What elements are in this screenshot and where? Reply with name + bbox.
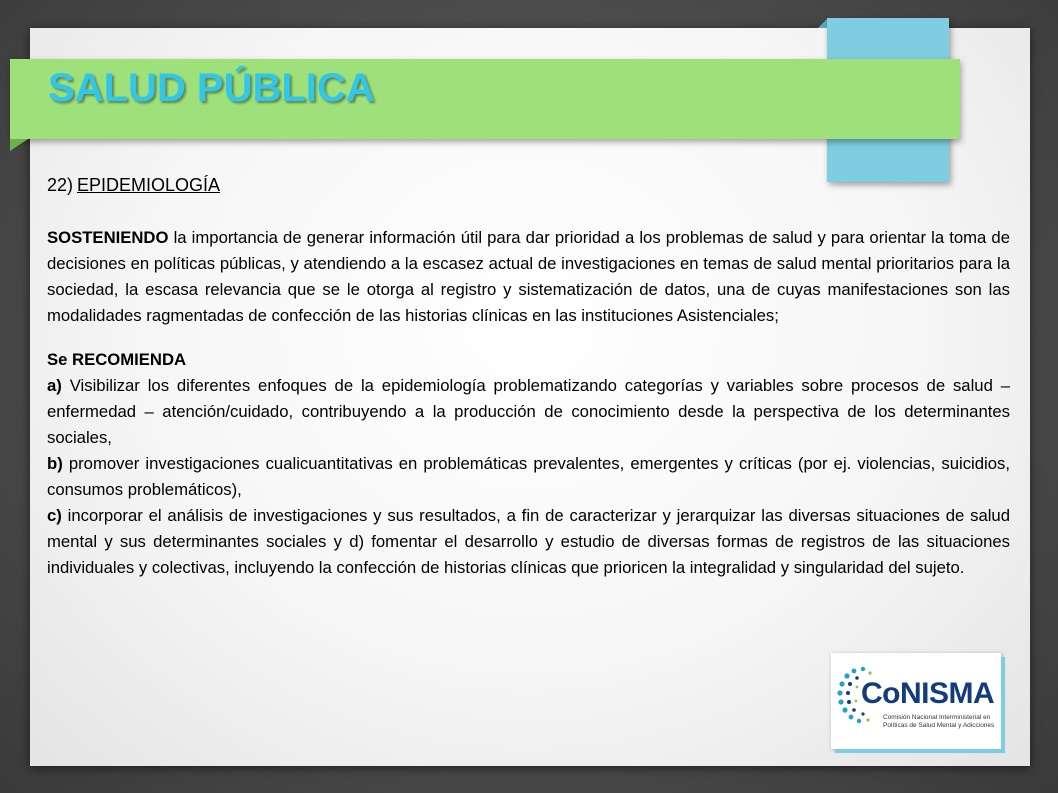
conisma-logo: [831, 653, 1001, 749]
recomendacion-label: c): [47, 506, 62, 525]
considerando-lead: SOSTENIENDO: [47, 228, 169, 247]
slide-content: [47, 172, 1010, 581]
recomendacion-label: b): [47, 454, 63, 473]
considerando-paragraph: [47, 225, 1010, 329]
recomendacion-item: [47, 373, 1010, 451]
considerando-text: la importancia de generar información útil para dar prioridad a los problemas de salud y para orientar la toma de decisiones en políticas públicas, y atendiendo a la escasez actual de investigaciones en temas de salud mental prioritarios para la sociedad, la escasa relevancia que se le otorga al registro y sistematización de datos, una de cuyas manifestaciones son las modalidades ragmentadas de confección de las historias clínicas en las instituciones Asistenciales;: [47, 228, 1010, 325]
section-number: 22): [47, 175, 74, 195]
recomendacion-item: [47, 451, 1010, 503]
logo-subtitle: Comisión Nacional Interministerial en Políticas de Salud Mental y Adicciones: [883, 714, 995, 729]
recomendacion-text: incorporar el análisis de investigaciones y sus resultados, a fin de caracterizar y jerarquizar las diversas situaciones de salud mental y sus determinantes sociales y d) fomentar el desarrollo y estudio de diversas formas de registros de las situaciones individuales y colectivas, incluyendo la confección de historias clínicas que prioricen la integralidad y singularidad del sujeto.: [47, 506, 1010, 577]
spacer: [47, 329, 1010, 347]
section-heading: [47, 172, 1010, 198]
title-banner-fold: [10, 139, 28, 151]
recomienda-heading-text: Se RECOMIENDA: [47, 350, 187, 369]
recomendacion-text: promover investigaciones cualicuantitativas en problemáticas prevalentes, emergentes y críticas (por ej. violencias, suicidios, consumos problemáticos),: [47, 454, 1010, 499]
recomendacion-label: a): [47, 376, 62, 395]
logo-wordmark: CoNISMA: [861, 677, 995, 710]
section-title: EPIDEMIOLOGÍA: [77, 175, 221, 195]
slide-title: SALUD PÚBLICA: [48, 66, 375, 110]
recomendacion-item: [47, 503, 1010, 581]
recomendacion-text: Visibilizar los diferentes enfoques de la epidemiología problematizando categorías y variables sobre procesos de salud – enfermedad – atención/cuidado, contribuyendo a la producción de conocimiento desde la perspectiva de los determinantes sociales,: [47, 376, 1010, 447]
recomienda-heading: [47, 347, 1010, 373]
